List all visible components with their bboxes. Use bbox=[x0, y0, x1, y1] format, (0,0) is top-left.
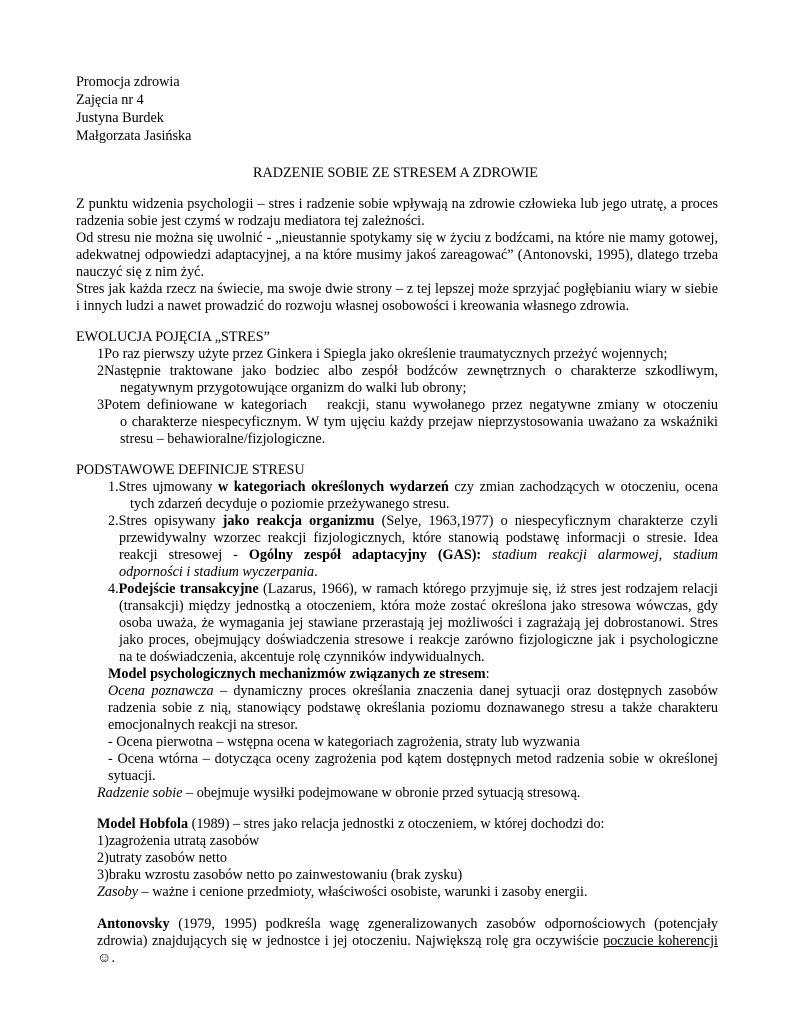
header-subject: Promocja zdrowia bbox=[76, 74, 180, 90]
intro-line: Stres jak każda rzecz na świecie, ma swoje dwie strony – z tej lepszej może sprzyjać pogłębianiu wiary w siebie bbox=[76, 281, 718, 297]
antonovsky-bold-term: Antonovsky bbox=[97, 916, 170, 932]
evolution-item: 3Potem definiowane w kategoriach reakcji, stanu wywołanego przez negatywne zmiany w otoczeniu bbox=[97, 397, 718, 413]
definition-text: (Lazarus, 1966), w ramach którego przyjmuje się, iż stres jest rodzajem relacji bbox=[258, 581, 718, 597]
intro-line: Z punktu widzenia psychologii – stres i radzenie sobie wpływają na zdrowie człowieka lub jego utratę, a proces bbox=[76, 196, 718, 212]
definition-continuation: osoba uważa, że wymagania jej stawiane przerastają jej możliwości i zagrażają jej dobrostanowi. Stres bbox=[119, 615, 718, 631]
antonovsky-line bbox=[97, 916, 718, 933]
model-text: – obejmuje wysiłki podejmowane w obronie przed sytuacją stresową. bbox=[182, 785, 581, 801]
intro-line: Od stresu nie można się uwolnić - „nieustannie spotykamy się w życiu z bodźcami, na które nie mamy gotowej, bbox=[76, 230, 718, 246]
evolution-item-continuation: stresu – behawioralne/fizjologiczne. bbox=[120, 431, 326, 447]
definition-text: . bbox=[314, 564, 318, 580]
definition-bold-term: Podejście transakcyjne bbox=[118, 581, 259, 597]
definition-text: reakcji stresowej - bbox=[119, 547, 249, 563]
definition-continuation bbox=[119, 564, 318, 581]
antonovsky-text: zdrowia) znajdujących się w jednostce i jej otoczeniu. Największą rolę gra oczywiście bbox=[97, 933, 604, 949]
definition-number: 4. bbox=[108, 581, 119, 597]
definition-continuation: przewidywalny wzorzec reakcji fizjologicznych, które stanowią podstawę informacji o stresie. Idea bbox=[119, 530, 718, 546]
definition-italic-text: stadium reakcji alarmowej, stadium bbox=[481, 547, 719, 563]
intro-line: radzenia sobie jest czymś w rodzaju mediatora tej zależności. bbox=[76, 213, 425, 229]
model-line: sytuacji. bbox=[108, 768, 156, 784]
model-line: radzenia sobie z nią, stanowiący podstawę określania poziomu doznawanego stresu a także charakteru bbox=[108, 700, 718, 716]
definition-text: 1.Stres ujmowany bbox=[108, 479, 219, 495]
definition-continuation: jako proces, obejmujący doświadczenia stresowe i reakcje zarówno fizjologiczne jak i psychologiczne bbox=[119, 632, 718, 648]
model-line: - Ocena wtórna – dotycząca oceny zagrożenia pod kątem dostępnych metod radzenia sobie w określonej bbox=[108, 751, 718, 767]
hobfoll-item: 2)utraty zasobów netto bbox=[97, 850, 228, 866]
hobfoll-italic-term: Zasoby bbox=[97, 884, 138, 900]
definition-continuation: na te doświadczenia, akcentuje rolę czynników indywidualnych. bbox=[119, 649, 485, 665]
hobfoll-text: – ważne i cenione przedmioty, właściwości osobiste, warunki i zasoby energii. bbox=[138, 884, 588, 900]
evolution-item-continuation: o charakterze niespecyficznym. W tym ujęciu każdy przejaw nieprzystosowania uważano za wskaźniki bbox=[120, 414, 718, 430]
header-author-1: Justyna Burdek bbox=[76, 110, 164, 126]
section-heading-evolution: EWOLUCJA POJĘCIA „STRES” bbox=[76, 329, 270, 345]
intro-line: nauczyć się z nim żyć. bbox=[76, 264, 205, 280]
model-line bbox=[97, 785, 580, 802]
definition-bold-term: w kategoriach określonych wydarzeń bbox=[218, 479, 449, 495]
section-heading-definitions: PODSTAWOWE DEFINICJE STRESU bbox=[76, 462, 305, 478]
hobfoll-line bbox=[97, 884, 588, 901]
model-text: – dynamiczny proces określania znaczenia danej sytuacji oraz dostępnych zasobów bbox=[213, 683, 718, 699]
header-author-2: Małgorzata Jasińska bbox=[76, 128, 192, 144]
hobfoll-item: 3)braku wzrostu zasobów netto po zainwestowaniu (brak zysku) bbox=[97, 867, 463, 883]
coherence-underlined-term: poczucie koherencji bbox=[603, 933, 718, 949]
definition-bold-term: Ogólny zespół adaptacyjny (GAS): bbox=[248, 547, 482, 563]
evolution-item: 1Po raz pierwszy użyte przez Ginkera i Spiegla jako określenie traumatycznych przeżyć wojennych; bbox=[97, 346, 668, 362]
hobfoll-bold-term: Model Hobfola bbox=[97, 816, 189, 832]
model-line bbox=[108, 683, 718, 700]
definition-bold-term: jako reakcja organizmu bbox=[222, 513, 375, 529]
definition-text: (Selye, 1963,1977) o niespecyficznym charakterze czyli bbox=[374, 513, 718, 529]
intro-line: adekwatnej odpowiedzi adaptacyjnej, a na które musimy jakoś zareagować” (Antonovski, 1995), dlatego trzeba bbox=[76, 247, 718, 263]
model-italic-term: Radzenie sobie bbox=[97, 785, 183, 801]
definition-continuation: (transakcji) między jednostką a otoczeniem, która może zostać określona jako stresowa wówczas, gdy bbox=[119, 598, 718, 614]
hobfoll-text: (1989) – stres jako relacja jednostki z otoczeniem, w której dochodzi do: bbox=[188, 816, 605, 832]
definition-text: czy zmian zachodzących w otoczeniu, ocena bbox=[448, 479, 718, 495]
intro-line: i innych ludzi a nawet prowadzić do rozwoju własnej osobowości i kreowania własnego zdrowia. bbox=[76, 298, 630, 314]
definition-item bbox=[108, 479, 718, 496]
model-heading bbox=[108, 666, 490, 683]
definition-continuation bbox=[119, 547, 718, 564]
header-class-number: Zajęcia nr 4 bbox=[76, 92, 144, 108]
model-heading-colon: : bbox=[485, 666, 490, 682]
hobfoll-item: 1)zagrożenia utratą zasobów bbox=[97, 833, 260, 849]
smiley-line: ☺. bbox=[97, 950, 116, 966]
definition-item bbox=[108, 513, 718, 530]
model-heading-bold: Model psychologicznych mechanizmów związanych ze stresem bbox=[108, 666, 486, 682]
evolution-item-continuation: negatywnym przygotowujące organizm do walki lub obrony; bbox=[120, 380, 467, 396]
definition-italic-text: odporności i stadium wyczerpania bbox=[119, 564, 315, 580]
model-italic-term: Ocena poznawcza bbox=[108, 683, 214, 699]
document-title: RADZENIE SOBIE ZE STRESEM A ZDROWIE bbox=[253, 165, 538, 181]
antonovsky-line bbox=[97, 933, 718, 950]
hobfoll-line bbox=[97, 816, 604, 833]
model-line: emocjonalnych reakcji na stresor. bbox=[108, 717, 298, 733]
definition-item bbox=[108, 581, 718, 598]
model-line: - Ocena pierwotna – wstępna ocena w kategoriach zagrożenia, straty lub wyzwania bbox=[108, 734, 580, 750]
definition-continuation: tych zdarzeń decyduje o poziomie przeżywanego stresu. bbox=[130, 496, 450, 512]
antonovsky-text: (1979, 1995) podkreśla wagę zgeneralizowanych zasobów odpornościowych (potencjały bbox=[169, 916, 718, 932]
evolution-item: 2Następnie traktowane jako bodziec albo zespół bodźców zewnętrznych o charakterze szkodliwym, bbox=[97, 363, 718, 379]
definition-text: 2.Stres opisywany bbox=[108, 513, 223, 529]
